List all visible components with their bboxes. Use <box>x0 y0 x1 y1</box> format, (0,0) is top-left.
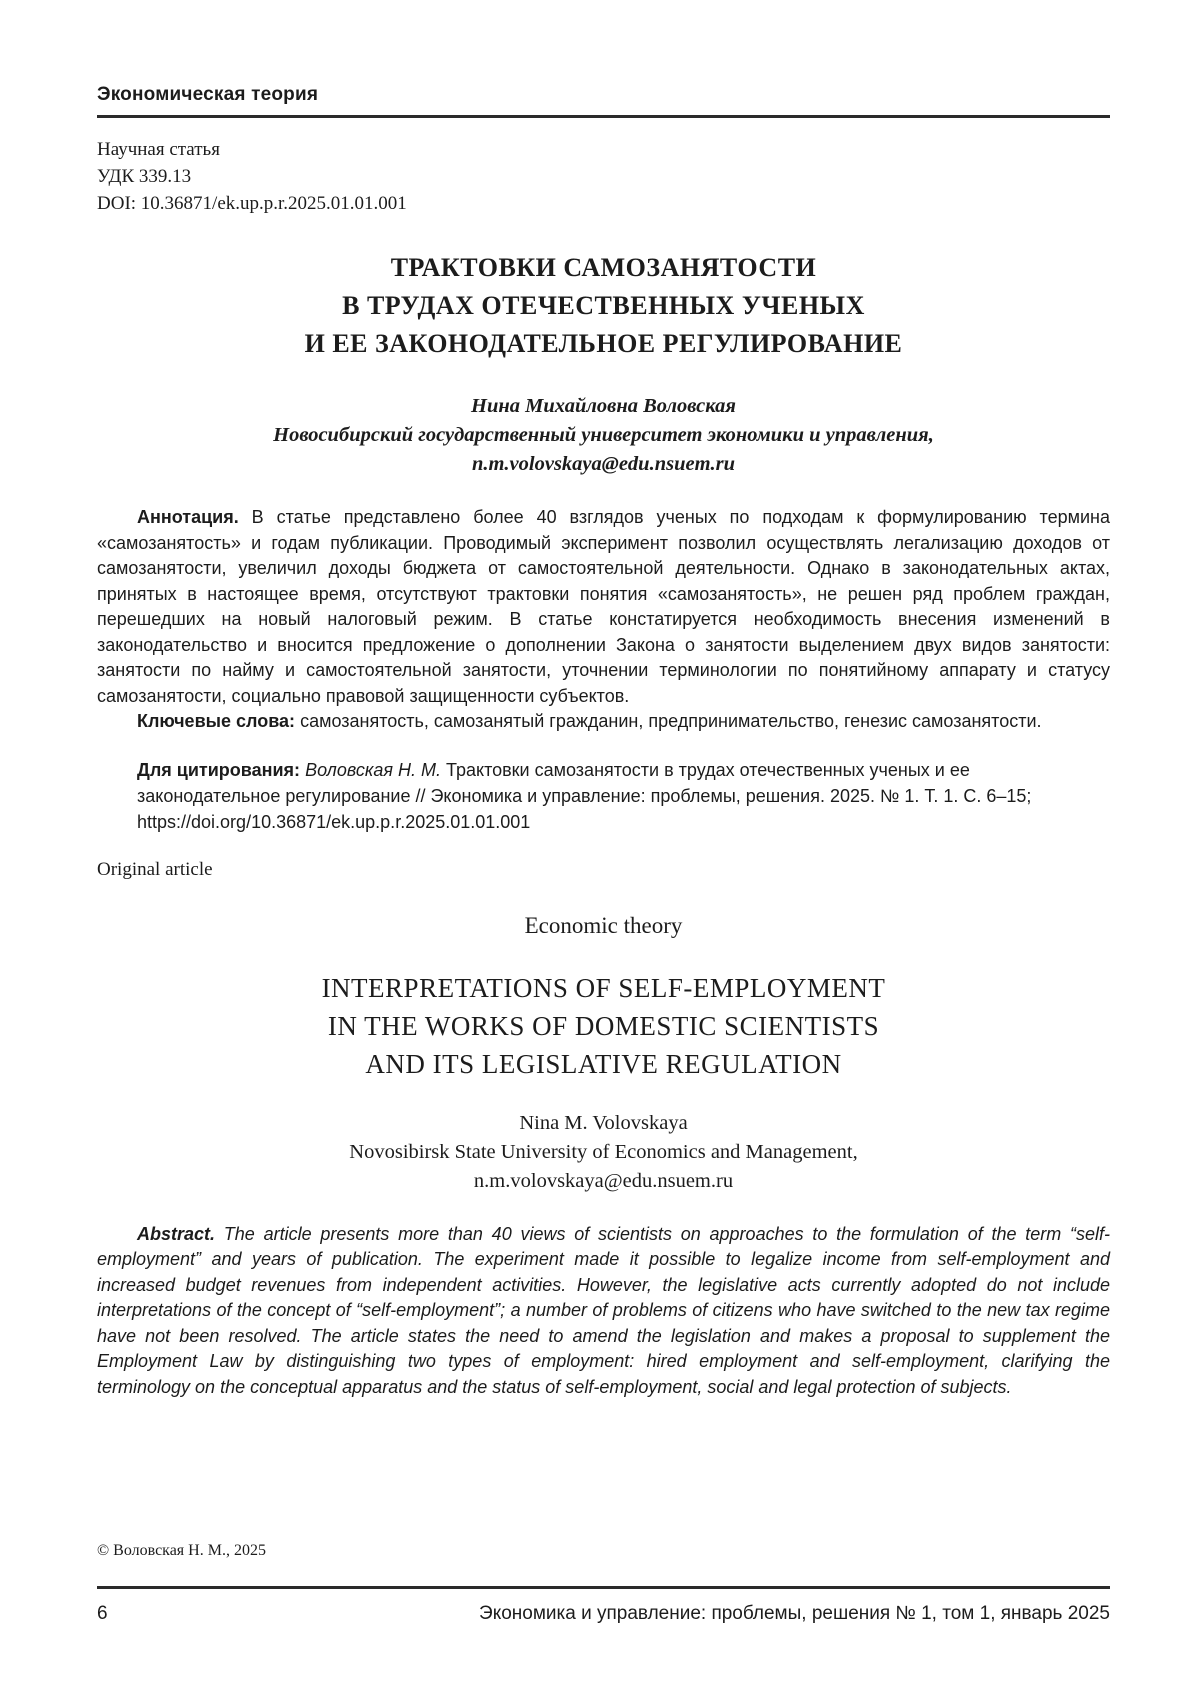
journal-footer-title: Экономика и управление: проблемы, решения № 1, том 1, январь 2025 <box>479 1603 1110 1624</box>
abstract-ru-label: Аннотация. <box>137 507 239 527</box>
title-en <box>97 969 1110 1083</box>
author-email-ru: n.m.volovskaya@edu.nsuem.ru <box>471 453 736 475</box>
udk-number: УДК 339.13 <box>97 166 192 187</box>
citation-text: Трактовки самозанятости в трудах отечественных ученых и ее законодательное регулирование // Экономика и управление: проблемы, решения. 2025. № 1. Т. 1. С. 6–15; https://doi.org/10.36871/ek.up.p.r.2025.01.01.001 <box>137 759 1032 832</box>
title-en-line-3: AND ITS LEGISLATIVE REGULATION <box>365 1048 842 1079</box>
abstract-en <box>97 1222 1110 1401</box>
citation-block <box>137 757 1110 835</box>
footer-rule <box>97 1586 1110 1589</box>
title-ru <box>97 249 1110 363</box>
abstract-en-label: Abstract. <box>137 1223 216 1244</box>
copyright-line: © Воловская Н. М., 2025 <box>97 1542 266 1559</box>
citation-label: Для цитирования: <box>137 759 301 780</box>
title-en-line-2: IN THE WORKS OF DOMESTIC SCIENTISTS <box>327 1010 880 1041</box>
keywords-ru-label: Ключевые слова: <box>137 711 296 731</box>
author-name-ru: Нина Михайловна Воловская <box>471 395 736 417</box>
article-type-en: Original article <box>97 858 213 880</box>
title-en-line-1: INTERPRETATIONS OF SELF-EMPLOYMENT <box>321 972 886 1003</box>
abstract-en-text: The article presents more than 40 views of scientists on approaches to the formulation of the term “self-employment” and years of publication. The experiment made it possible to legalize income from self-employment and increased budget revenues from independent activities. However, the legislative acts currently adopted do not include interpretations of the concept of “self-employment”; a number of problems of citizens who have switched to the new tax regime have not been resolved. The article states the need to amend the legislation and makes a proposal to supplement the Employment Law by distinguishing two types of employment: hired employment and self-employment, clarifying the terminology on the conceptual apparatus and the status of self-employment, social and legal protection of subjects. <box>97 1223 1110 1397</box>
article-type-ru: Научная статья <box>97 139 220 160</box>
author-name-en: Nina M. Volovskaya <box>519 1111 688 1134</box>
doi-line: DOI: 10.36871/ek.up.p.r.2025.01.01.001 <box>97 193 407 214</box>
affiliation-en: Novosibirsk State University of Economics and Management, <box>349 1140 858 1163</box>
author-block-ru <box>97 392 1110 479</box>
keywords-ru <box>97 709 1110 735</box>
citation-author: Воловская Н. М. <box>305 759 441 780</box>
section-heading-en: Economic theory <box>524 912 683 938</box>
article-meta <box>97 136 1110 217</box>
journal-section-heading: Экономическая теория <box>97 84 319 105</box>
title-ru-line-1: ТРАКТОВКИ САМОЗАНЯТОСТИ <box>390 253 817 282</box>
page-footer <box>97 1603 1110 1625</box>
abstract-ru-text: В статье представлено более 40 взглядов ученых по подходам к формулированию термина «самозанятость» и годам публикации. Проводимый эксперимент позволил осуществлять легализацию доходов от самозанятости, увеличил доходы бюджета от самостоятельной деятельности. Однако в законодательных актах, принятых в настоящее время, отсутствуют трактовки понятия «самозанятость», не решен ряд проблем граждан, перешедших на новый налоговый режим. В статье констатируется необходимость внесения изменений в законодательство и вносится предложение о дополнении Закона о занятости выделением двух видов занятости: занятости по найму и самостоятельной занятости, уточнении терминологии по понятийному аппарату и статусу самозанятости, социально правовой защищенности субъектов. <box>97 507 1110 706</box>
affiliation-ru: Новосибирский государственный университет экономики и управления, <box>273 424 934 446</box>
header-rule <box>97 115 1110 118</box>
page-number: 6 <box>97 1603 108 1624</box>
abstract-ru <box>97 505 1110 709</box>
title-ru-line-2: В ТРУДАХ ОТЕЧЕСТВЕННЫХ УЧЕНЫХ <box>342 291 865 320</box>
author-block-en <box>97 1109 1110 1196</box>
keywords-ru-text: самозанятость, самозанятый гражданин, предпринимательство, генезис самозанятости. <box>300 711 1042 731</box>
author-email-en: n.m.volovskaya@edu.nsuem.ru <box>473 1169 734 1192</box>
title-ru-line-3: И ЕЕ ЗАКОНОДАТЕЛЬНОЕ РЕГУЛИРОВАНИЕ <box>304 329 903 358</box>
